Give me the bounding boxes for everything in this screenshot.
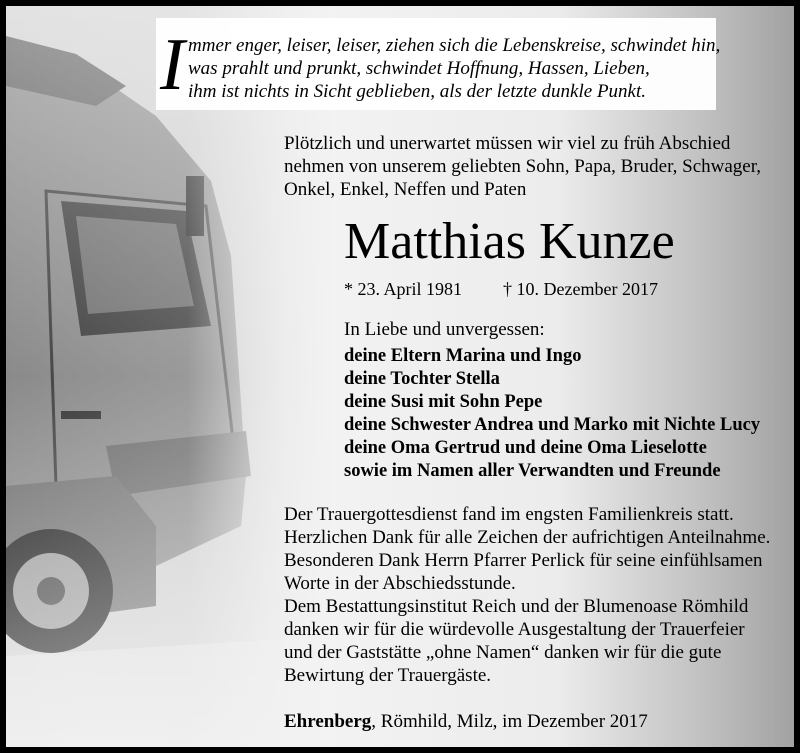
poem-line: mmer enger, leiser, leiser, ziehen sich die Lebenskreise, schwindet hin, [188, 35, 721, 56]
deceased-name: Matthias Kunze [344, 213, 675, 270]
intro-line: Plötzlich und unerwartet müssen wir viel zu früh Abschied [284, 133, 731, 154]
mourner-line: deine Schwester Andrea und Marko mit Nichte Lucy [344, 415, 761, 435]
poem-dropcap: I [160, 24, 185, 106]
thanks-line: Worte in der Abschiedsstunde. [284, 573, 516, 594]
thanks-line: Besonderen Dank Herrn Pfarrer Perlick für seine einfühlsamen [284, 550, 763, 571]
poem [188, 34, 728, 103]
thanks-line: danken wir für die würdevolle Ausgestaltung der Trauerfeier [284, 619, 745, 640]
death-date: † 10. Dezember 2017 [503, 279, 658, 299]
thanks-line: Dem Bestattungsinstitut Reich und der Blumenoase Römhild [284, 596, 749, 617]
poem-line: ihm ist nichts in Sicht geblieben, als der letzte dunkle Punkt. [188, 81, 647, 102]
intro-line: nehmen von unserem geliebten Sohn, Papa, Bruder, Schwager, [284, 156, 762, 177]
birth-date: * 23. April 1981 [344, 279, 463, 299]
mourner-line: deine Eltern Marina und Ingo [344, 346, 582, 366]
mourner-line: sowie im Namen aller Verwandten und Freunde [344, 461, 721, 481]
poem-line: was prahlt und prunkt, schwindet Hoffnung, Hassen, Lieben, [188, 58, 650, 79]
thanks-text [284, 503, 770, 687]
thanks-line: und der Gaststätte „ohne Namen“ danken wir für die gute [284, 642, 722, 663]
place-rest: , Römhild, Milz, im Dezember 2017 [371, 711, 648, 732]
mourners-heading: In Liebe und unvergessen: [344, 319, 545, 340]
mourner-line: deine Tochter Stella [344, 369, 500, 389]
place-name: Ehrenberg [284, 711, 372, 732]
mourners-list [344, 345, 760, 483]
intro-line: Onkel, Enkel, Neffen und Paten [284, 179, 527, 200]
place-date-line [284, 710, 648, 733]
thanks-line: Der Trauergottesdienst fand im engsten Familienkreis statt. [284, 504, 734, 525]
mourner-line: deine Oma Gertrud und deine Oma Lieselotte [344, 438, 707, 458]
mourner-line: deine Susi mit Sohn Pepe [344, 392, 543, 412]
thanks-line: Bewirtung der Trauergäste. [284, 665, 492, 686]
thanks-line: Herzlichen Dank für alle Zeichen der aufrichtigen Anteilnahme. [284, 527, 771, 548]
